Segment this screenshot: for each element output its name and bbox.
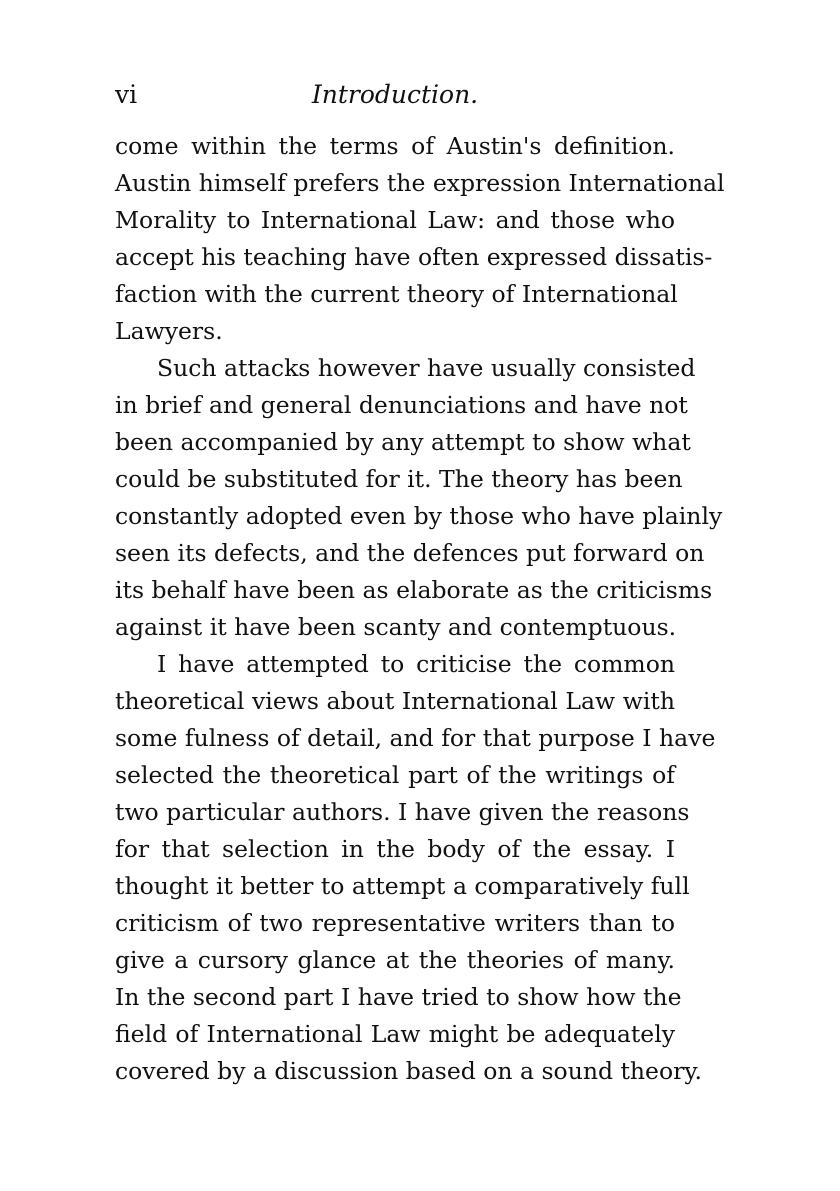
text-line: in brief and general denunciations and have not	[115, 391, 688, 419]
text-line: theoretical views about International Law with	[115, 687, 675, 715]
text-line: thought it better to attempt a comparatively full	[115, 872, 690, 900]
text-line: for that selection in the body of the essay. I	[115, 835, 675, 863]
text-line: Lawyers.	[115, 317, 223, 345]
page-number: vi	[115, 80, 138, 109]
text-line: give a cursory glance at the theories of many.	[115, 946, 675, 974]
page-body	[115, 128, 725, 1090]
text-line: I have attempted to criticise the common	[157, 650, 675, 678]
text-line: seen its defects, and the defences put forward on	[115, 539, 705, 567]
text-line: covered by a discussion based on a sound theory.	[115, 1057, 702, 1085]
text-line: field of International Law might be adequately	[115, 1020, 675, 1048]
running-title: Introduction.	[311, 80, 479, 109]
text-line: its behalf have been as elaborate as the criticisms	[115, 576, 713, 604]
text-line: Such attacks however have usually consisted	[157, 354, 696, 382]
text-line: criticism of two representative writers than to	[115, 909, 675, 937]
text-line: In the second part I have tried to show how the	[115, 983, 682, 1011]
text-line: been accompanied by any attempt to show what	[115, 428, 691, 456]
text-line: accept his teaching have often expressed dissatis-	[115, 243, 713, 271]
text-line: against it have been scanty and contemptuous.	[115, 613, 677, 641]
text-line: faction with the current theory of International	[115, 280, 678, 308]
text-line: constantly adopted even by those who have plainly	[115, 502, 723, 530]
text-line: Austin himself prefers the expression International	[115, 169, 725, 197]
running-header	[115, 80, 675, 116]
text-line: two particular authors. I have given the reasons	[115, 798, 690, 826]
text-line: Morality to International Law: and those who	[115, 206, 675, 234]
text-line: some fulness of detail, and for that purpose I have	[115, 724, 716, 752]
text-line: could be substituted for it. The theory has been	[115, 465, 683, 493]
text-line: come within the terms of Austin's definition.	[115, 132, 675, 160]
text-line: selected the theoretical part of the writings of	[115, 761, 675, 789]
